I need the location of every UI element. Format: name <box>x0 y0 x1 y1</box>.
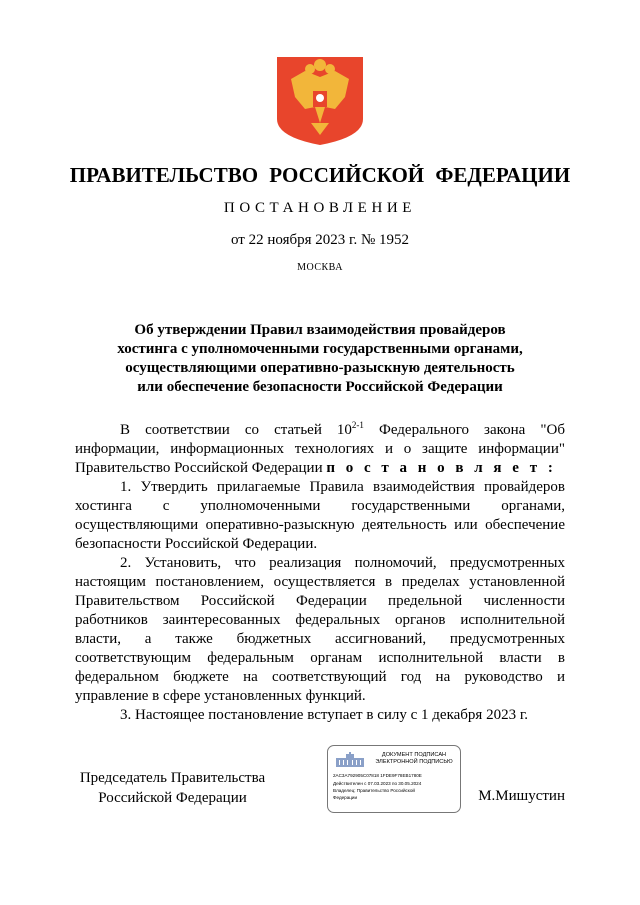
paragraph-1: 1. Утвердить прилагаемые Правила взаимодействия провайдеров хостинга с уполномоченными государственными органами, осуществляющими оперативно-разыскную деятельность или обеспечение безопасности Российской Федерации. <box>75 479 565 552</box>
signatory-position <box>70 768 275 808</box>
document-date-number: от 22 ноября 2023 г. № 1952 <box>230 232 410 248</box>
article-superscript: 2-1 <box>351 420 364 430</box>
certificate-owner: Федерации <box>333 795 358 800</box>
certificate-number: 2AC3A792905C07818 1FDE9F78EB1780E <box>333 773 422 778</box>
coat-of-arms-emblem <box>277 57 363 145</box>
signatory-name: М.Мишустин <box>478 788 565 804</box>
paragraph-3: 3. Настоящее постановление вступает в силу с 1 декабря 2023 г. <box>120 707 529 723</box>
heading-line: хостинга с уполномоченными государственными органами, <box>117 341 523 357</box>
stamp-title-line: ЭЛЕКТРОННОЙ ПОДПИСЬЮ <box>375 759 453 765</box>
electronic-signature-stamp <box>327 745 461 813</box>
certificate-owner: Владелец: Правительство Российской <box>333 788 415 793</box>
document-type: ПОСТАНОВЛЕНИЕ <box>223 200 417 216</box>
intro-paragraph <box>75 421 565 478</box>
government-title: ПРАВИТЕЛЬСТВО РОССИЙСКОЙ ФЕДЕРАЦИИ <box>69 163 571 187</box>
position-line: Председатель Правительства <box>79 770 266 786</box>
intro-text: Федерального закона "Об информации, информационных технологиях и о защите информации" Правительство Российской Федерации <box>75 422 565 476</box>
heading-line: осуществляющими оперативно-разыскную деятельность <box>125 360 515 376</box>
position-line: Российской Федерации <box>98 790 247 806</box>
intro-text: В соответствии со статьей 10 <box>120 422 352 438</box>
certificate-validity: Действителен с 07.03.2023 по 30.05.2024 <box>333 781 422 786</box>
heading-line: Об утверждении Правил взаимодействия провайдеров <box>134 322 506 338</box>
government-building-icon <box>336 752 364 767</box>
document-heading <box>75 321 565 397</box>
paragraph-2: 2. Установить, что реализация полномочий, предусмотренных настоящим постановлением, осуществляется в пределах установленной Правительством Российской Федерации предельной численности работников заинтересованных федеральных органов исполнительной власти, а также бюджетных ассигнований, предусмотренных соответствующим федеральным органам исполнительной власти в федеральном бюджете на соответствующий год на руководство и управление в сфере установленных функций. <box>75 555 565 704</box>
heading-line: или обеспечение безопасности Российской Федерации <box>137 379 503 395</box>
decree-word: п о с т а н о в л я е т : <box>326 460 557 476</box>
stamp-title <box>368 752 460 766</box>
document-city: МОСКВА <box>297 262 343 273</box>
stamp-title-line: ДОКУМЕНТ ПОДПИСАН <box>381 752 447 758</box>
document-body <box>75 421 565 725</box>
